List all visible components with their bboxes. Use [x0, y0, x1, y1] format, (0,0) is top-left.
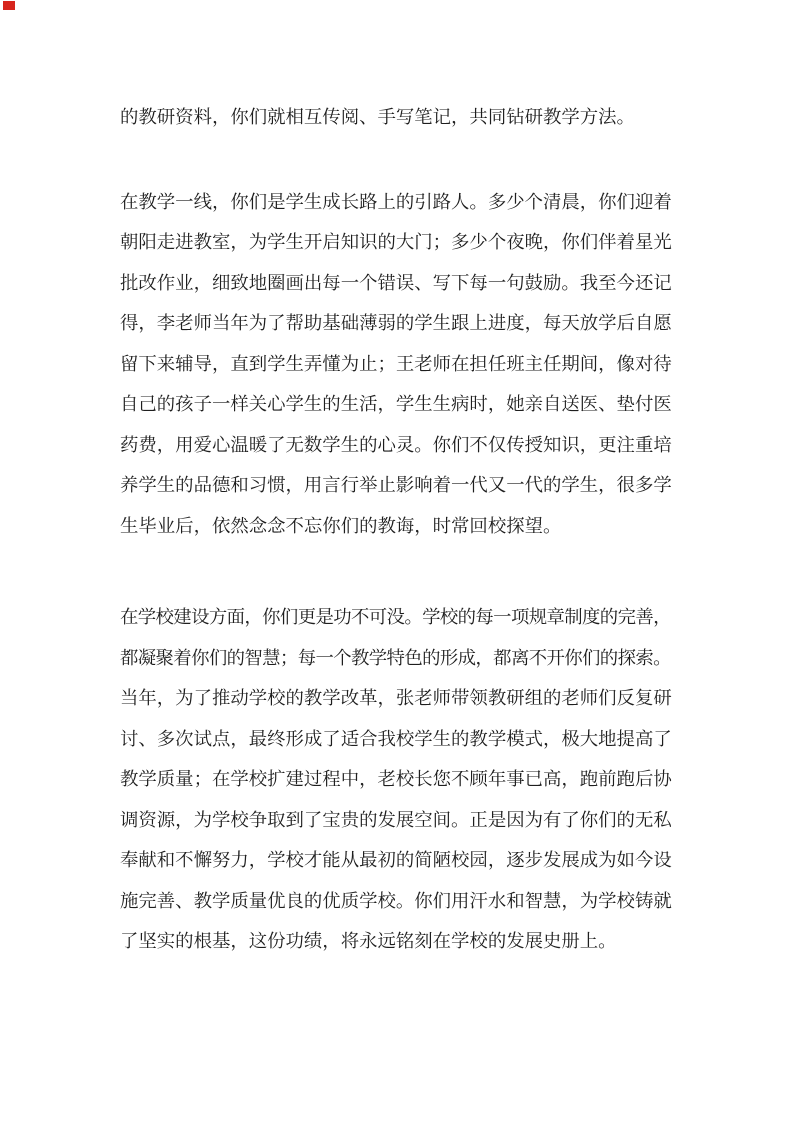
- text-line: 调资源，为学校争取到了宝贵的发展空间。正是因为有了你们的无私: [120, 809, 672, 830]
- text-line: 当年，为了推动学校的教学改革，张老师带领教研组的老师们反复研: [120, 688, 672, 708]
- text-line: 的教研资料，你们就相互传阅、手写笔记，共同钻研教学方法。: [120, 107, 635, 127]
- text-line: 养学生的品德和习惯，用言行举止影响着一代又一代的学生，很多学: [120, 475, 672, 495]
- text-line: 批改作业，细致地圈画出每一个错误、写下每一句鼓励。我至今还记: [120, 272, 672, 293]
- paragraph: [120, 182, 680, 547]
- text-line: 在教学一线，你们是学生成长路上的引路人。多少个清晨，你们迎着: [120, 191, 672, 212]
- text-line: 自己的孩子一样关心学生的生活，学生生病时，她亲自送医、垫付医: [120, 394, 672, 414]
- text-line: 奉献和不懈努力，学校才能从最初的简陋校园，逐步发展成为如今设: [120, 850, 672, 870]
- text-line: 留下来辅导，直到学生弄懂为止；王老师在担任班主任期间，像对待: [120, 353, 672, 374]
- text-line: 了坚实的根基，这份功绩，将永远铭刻在学校的发展史册上。: [120, 931, 617, 951]
- red-corner-marker: [3, 1, 15, 10]
- text-line: 讨、多次试点，最终形成了适合我校学生的教学模式，极大地提高了: [120, 728, 672, 749]
- paragraph: [120, 97, 680, 138]
- text-line: 得，李老师当年为了帮助基础薄弱的学生跟上进度，每天放学后自愿: [120, 313, 672, 333]
- text-line: 药费，用爱心温暖了无数学生的心灵。你们不仅传授知识，更注重培: [120, 434, 672, 455]
- text-line: 施完善、教学质量优良的优质学校。你们用汗水和智慧，为学校铸就: [120, 890, 672, 911]
- text-line: 朝阳走进教室，为学生开启知识的大门；多少个夜晚，你们伴着星光: [120, 232, 672, 252]
- text-line: 教学质量；在学校扩建过程中，老校长您不顾年事已高，跑前跑后协: [120, 769, 672, 789]
- document-page: [120, 97, 680, 962]
- text-line: 都凝聚着你们的智慧；每一个教学特色的形成，都离不开你们的探索。: [120, 647, 671, 668]
- text-line: 在学校建设方面，你们更是功不可没。学校的每一项规章制度的完善，: [120, 607, 671, 627]
- text-line: 生毕业后，依然念念不忘你们的教诲，时常回校探望。: [120, 515, 562, 536]
- paragraph: [120, 597, 680, 962]
